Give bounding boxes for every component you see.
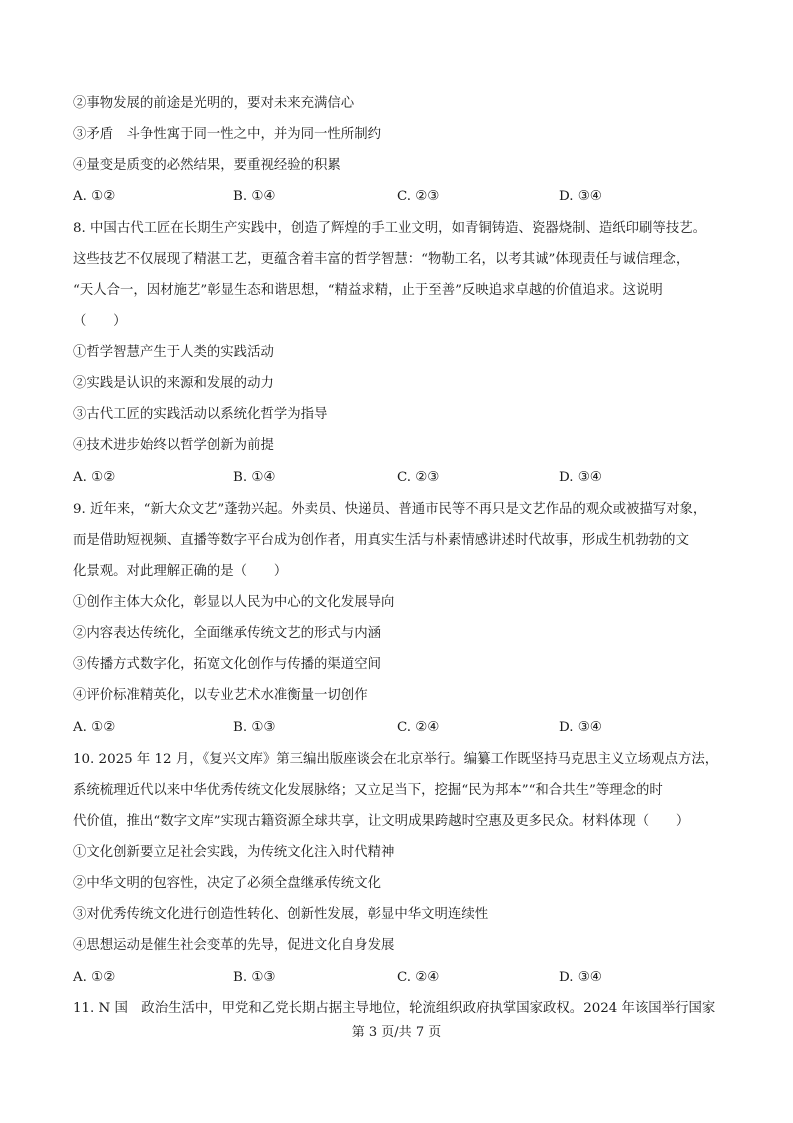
statement-line: ③古代工匠的实践活动以系统化哲学为指导 [73,407,328,422]
question-text: （ ） [73,314,127,329]
question-text: 9. 近年来，“新大众文艺”蓬勃兴起。外卖员、快递员、普通市民等不再只是文艺作品的观众或被描写对象， [73,502,707,517]
question-text: “天人合一，因材施艺”彰显生态和谐思想，“精益求精，止于至善”反映追求卓越的价值追求。这说明 [73,283,663,298]
statement-line: ③矛盾 斗争性寓于同一性之中，并为同一性所制约 [73,127,381,142]
question-text: 这些技艺不仅展现了精湛工艺，更蕴含着丰富的哲学智慧：“物勒工名，以考其诚”体现责任与诚信理念， [73,252,690,267]
question-text: 10. 2025 年 12 月，《复兴文库》第三编出版座谈会在北京举行。编纂工作既坚持马克思主义立场观点方法， [73,752,719,767]
statement-line: ①创作主体大众化，彰显以人民为中心的文化发展导向 [73,595,395,610]
option-a: A. ①② [73,189,116,204]
options-row [73,468,733,488]
option-c: C. ②③ [397,189,440,204]
option-b: B. ①③ [233,720,276,735]
options-row [73,968,733,988]
statement-line: ③对优秀传统文化进行创造性转化、创新性发展，彰显中华文明连续性 [73,907,489,922]
statement-line: ④思想运动是催生社会变革的先导，促进文化自身发展 [73,938,395,953]
option-b: B. ①④ [233,189,276,204]
question-text: 代价值，推出“数字文库”实现古籍资源全球共享，让文明成果跨越时空惠及更多民众。材料体现（ ） [73,814,690,829]
option-c: C. ②④ [397,720,440,735]
statement-line: ③传播方式数字化，拓宽文化创作与传播的渠道空间 [73,657,381,672]
option-b: B. ①④ [233,470,276,485]
statement-line: ④技术进步始终以哲学创新为前提 [73,438,274,453]
options-row [73,187,733,207]
statement-line: ②事物发展的前途是光明的，要对未来充满信心 [73,96,355,111]
option-c: C. ②③ [397,470,440,485]
option-d: D. ③④ [559,720,602,735]
question-text: 8. 中国古代工匠在长期生产实践中，创造了辉煌的手工业文明，如青铜铸造、瓷器烧制、造纸印刷等技艺。 [73,221,706,236]
option-d: D. ③④ [559,189,602,204]
statement-line: ②内容表达传统化，全面继承传统文艺的形式与内涵 [73,626,381,641]
option-b: B. ①③ [233,970,276,985]
option-c: C. ②④ [397,970,440,985]
statement-line: ④评价标准精英化，以专业艺术水准衡量一切创作 [73,688,368,703]
statement-line: ②实践是认识的来源和发展的动力 [73,376,274,391]
statement-line: ②中华文明的包容性，决定了必须全盘继承传统文化 [73,876,381,891]
statement-line: ①哲学智慧产生于人类的实践活动 [73,345,274,360]
options-row [73,718,733,738]
statement-line: ①文化创新要立足社会实践，为传统文化注入时代精神 [73,845,395,860]
option-a: A. ①② [73,970,116,985]
option-d: D. ③④ [559,970,602,985]
option-a: A. ①② [73,720,116,735]
question-text: 而是借助短视频、直播等数字平台成为创作者，用真实生活与朴素情感讲述时代故事，形成生机勃勃的文 [73,533,689,548]
question-text: 11. N 国 政治生活中，甲党和乙党长期占据主导地位，轮流组织政府执掌国家政权。2024 年该国举行国家 [73,1001,716,1016]
question-text: 系统梳理近代以来中华优秀传统文化发展脉络；又立足当下，挖掘“民为邦本”“和合共生”等理念的时 [73,783,663,798]
option-d: D. ③④ [559,470,602,485]
option-a: A. ①② [73,470,116,485]
statement-line: ④量变是质变的必然结果，要重视经验的积累 [73,158,341,173]
page-number: 第 3 页/共 7 页 [351,1025,442,1040]
question-text: 化景观。对此理解正确的是（ ） [73,564,288,579]
